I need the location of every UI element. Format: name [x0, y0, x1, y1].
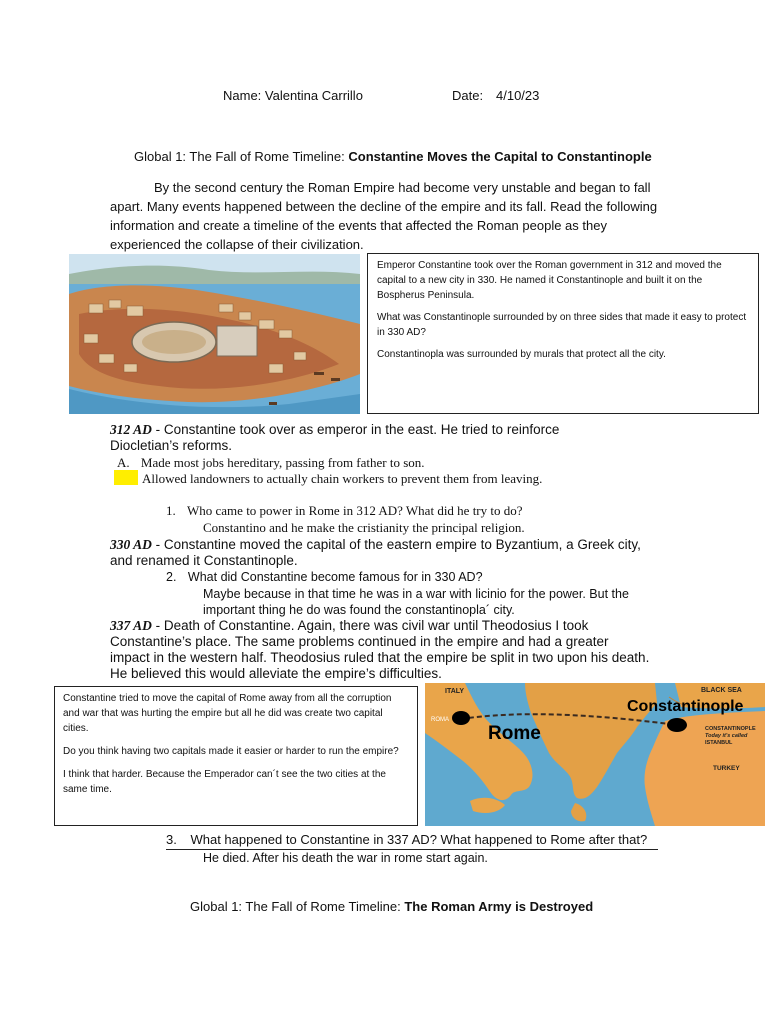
event-312-date: 312 AD	[110, 422, 152, 437]
answer-2-line-2: important thing he do was found the constantinopla´ city.	[203, 603, 515, 617]
student-name: Name: Valentina Carrillo	[223, 88, 363, 103]
question-box-constantinople	[367, 253, 759, 414]
question-3-number: 3.	[166, 832, 177, 847]
section-title	[134, 149, 652, 164]
question-2-number: 2.	[166, 570, 177, 584]
section-2-title-prefix: Global 1: The Fall of Rome Timeline:	[190, 899, 405, 914]
event-312	[110, 422, 610, 454]
date-value: 4/10/23	[496, 88, 540, 103]
constantinople-illustration	[69, 254, 360, 414]
date-label: Date:	[452, 88, 484, 103]
point-a-text: Made most jobs hereditary, passing from father to son.	[140, 455, 425, 470]
map-label-rome: Rome	[488, 723, 541, 744]
map-label-black-sea: BLACK SEA	[701, 687, 742, 694]
map-label-turkey: TURKEY	[713, 765, 740, 772]
question-3	[166, 832, 647, 847]
event-330-text: - Constantine moved the capital of the eastern empire to Byzantium, a Greek city, and renamed it Constantinople.	[110, 537, 641, 568]
question-3-text: What happened to Constantine in 337 AD? What happened to Rome after that?	[190, 832, 648, 847]
box1-paragraph-1: Emperor Constantine took over the Roman government in 312 and moved the capital to a new city in 330. He named it Constantinople and built it on the Bospherus Peninsula.	[377, 260, 722, 301]
section-title-prefix: Global 1: The Fall of Rome Timeline:	[134, 149, 349, 164]
map-rome-constantinople	[425, 683, 765, 826]
point-b-text: Allowed landowners to actually chain workers to prevent them from leaving.	[142, 471, 543, 486]
box1-question: What was Constantinople surrounded by on three sides that made it easy to protect in 330 AD?	[377, 312, 747, 338]
map-label-italy: ITALY	[445, 688, 465, 695]
intro-paragraph: By the second century the Roman Empire had become very unstable and began to fall apart. Many events happened between the decline of the empire and its fall. Read the following information and create a timeline of the events that affected the Roman people as they experienced the collapse of their civilization.	[110, 180, 658, 252]
box2-question: Do you think having two capitals made it easier or harder to run the empire?	[63, 746, 399, 757]
map-label-roma-small: ROMA	[431, 717, 449, 723]
box1-answer[interactable]: Constantinopla was surrounded by murals that protect all the city.	[377, 349, 666, 360]
answer-3[interactable]: He died. After his death the war in rome start again.	[203, 851, 488, 865]
map-note-line-1: CONSTANTINOPLE	[705, 726, 756, 732]
map-note-line-2: Today it's called	[705, 733, 748, 739]
event-312-text: - Constantine took over as emperor in the east. He tried to reinforce Diocletian’s reforms.	[110, 422, 560, 453]
map-note-line-3: ISTANBUL	[705, 740, 733, 746]
question-2-text: What did Constantine become famous for in 330 AD?	[187, 570, 483, 584]
question-1-number: 1.	[166, 503, 176, 518]
event-337-date: 337 AD	[110, 618, 152, 633]
event-312-point-a	[117, 455, 425, 471]
event-330	[110, 537, 650, 569]
event-330-date: 330 AD	[110, 537, 152, 552]
event-337-text: - Death of Constantine. Again, there was civil war until Theodosius I took Constantine’s place. The same problems continued in the empire and had a greater impact in the western half. Theodosius ruled that the empire be split in two upon his death. He believed this would alleviate the empire’s difficulties.	[110, 618, 650, 681]
highlight-mark	[114, 470, 138, 485]
answer-1[interactable]: Constantino and he make the cristianity the principal religion.	[203, 520, 525, 535]
question-1	[166, 503, 523, 519]
box2-answer[interactable]: I think that harder. Because the Emperador can´t see the two cities at the same time.	[63, 769, 386, 795]
question-1-text: Who came to power in Rome in 312 AD? What did he try to do?	[187, 503, 523, 518]
map-label-constantinople: Constantinople	[627, 698, 744, 715]
section-2-title-bold: The Roman Army is Destroyed	[404, 899, 594, 914]
section-2-title	[190, 899, 593, 914]
box2-paragraph-1: Constantine tried to move the capital of Rome away from all the corruption and war that was hurting the empire but all he did was create two capital cities.	[63, 693, 392, 734]
event-337	[110, 618, 650, 682]
point-a-marker: A.	[117, 455, 130, 470]
answer-2-line-1: Maybe because in that time he was in a war with licinio for the power. But the	[203, 587, 629, 601]
question-box-two-capitals	[54, 686, 418, 826]
section-title-bold: Constantine Moves the Capital to Constantinople	[348, 149, 652, 164]
question-2	[166, 570, 483, 584]
map-note	[705, 726, 756, 747]
city-illustration-svg	[69, 254, 360, 414]
answer-line	[166, 849, 658, 850]
answer-2[interactable]	[203, 586, 629, 618]
